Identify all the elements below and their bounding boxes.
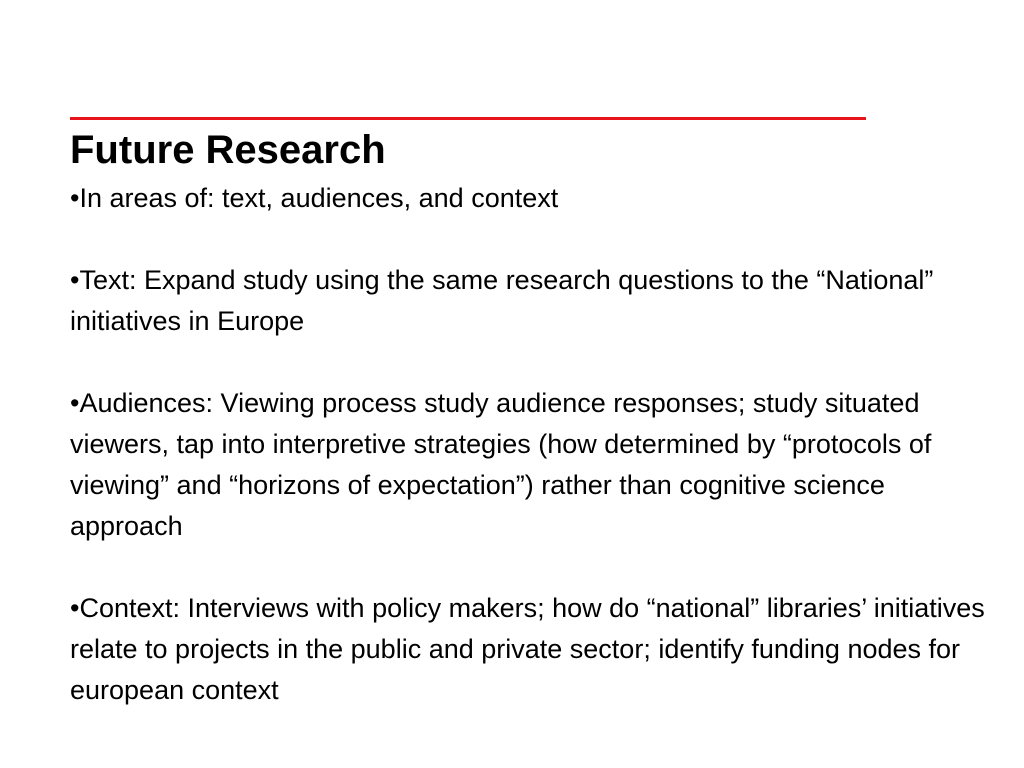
bullet-item-areas: •In areas of: text, audiences, and context xyxy=(70,183,559,213)
bullet-item-text: •Text: Expand study using the same research questions to the “National” initiatives in Europe xyxy=(70,265,934,336)
bullet-item-context: •Context: Interviews with policy makers; how do “national” libraries’ initiatives relate to projects in the public and private sector; identify funding nodes for european context xyxy=(70,593,985,705)
slide-title: Future Research xyxy=(70,128,386,172)
bullet-list xyxy=(70,178,1000,711)
bullet-spacer xyxy=(70,342,1000,383)
bullet-item-audiences: •Audiences: Viewing process study audience responses; study situated viewers, tap into interpretive strategies (how determined by “protocols of viewing” and “horizons of expectation”) rather than cognitive science approach xyxy=(70,388,932,541)
bullet-spacer xyxy=(70,219,1000,260)
bullet-spacer xyxy=(70,547,1000,588)
title-accent-rule xyxy=(70,117,866,120)
